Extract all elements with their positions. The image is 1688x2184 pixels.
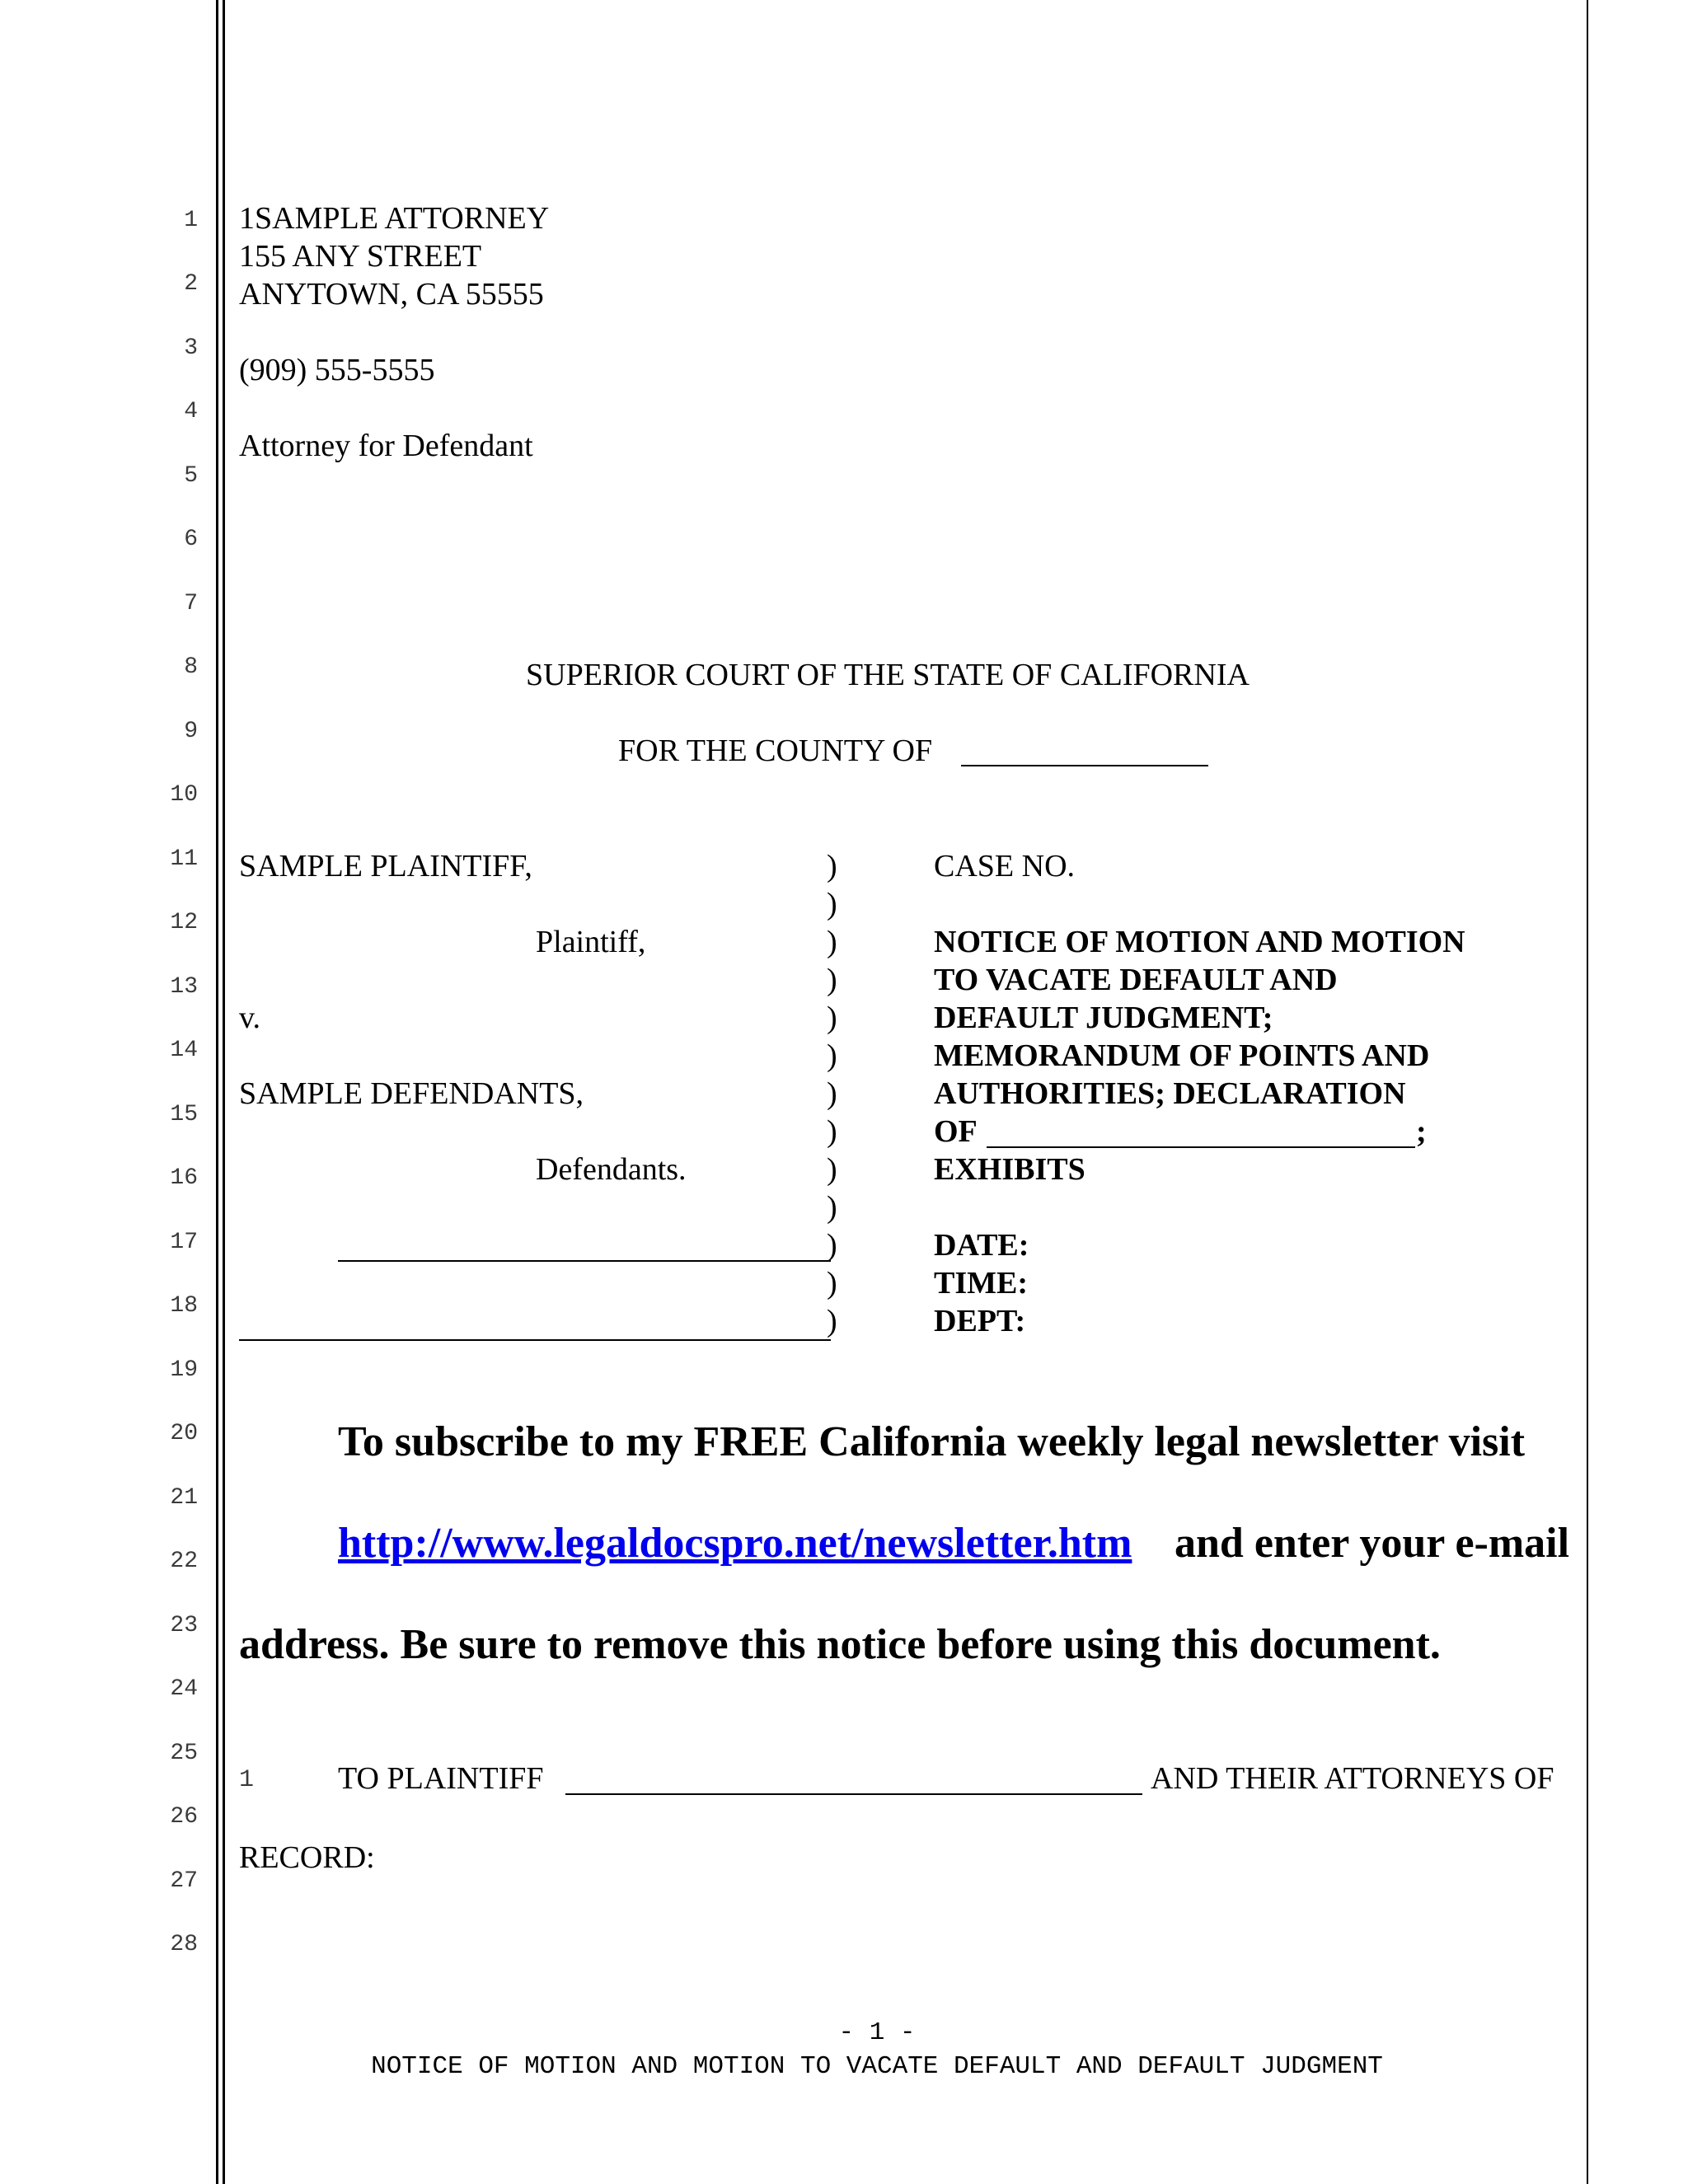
line-number: 21	[170, 1485, 198, 1511]
plaintiff-role: Plaintiff,	[536, 925, 646, 959]
notice-line-3: address. Be sure to remove this notice before using this document.	[239, 1621, 1441, 1668]
plaintiff-name-blank	[565, 1793, 1142, 1795]
line-number: 3	[184, 335, 198, 361]
line-number: 28	[170, 1932, 198, 1957]
page-number: - 1 -	[838, 2018, 916, 2047]
to-plaintiff: TO PLAINTIFF	[338, 1761, 544, 1796]
hearing-dept-label: DEPT:	[934, 1304, 1026, 1338]
attorney-city: ANYTOWN, CA 55555	[239, 277, 544, 312]
document-title-line: MEMORANDUM OF POINTS AND	[934, 1038, 1430, 1073]
record-label: RECORD:	[239, 1840, 375, 1875]
line-number: 11	[170, 846, 198, 872]
line-number: 8	[184, 654, 198, 680]
line-number: 7	[184, 591, 198, 616]
document-title-line: NOTICE OF MOTION AND MOTION	[934, 925, 1465, 959]
line-number: 27	[170, 1868, 198, 1894]
paragraph-number: 1	[239, 1766, 255, 1794]
paren: )	[827, 1190, 837, 1225]
line-number: 10	[170, 782, 198, 808]
case-number-label: CASE NO.	[934, 849, 1076, 883]
notice-line-1: To subscribe to my FREE California weekly legal newsletter visit	[338, 1418, 1526, 1465]
line-number: 5	[184, 463, 198, 489]
line-number: 26	[170, 1804, 198, 1830]
declarant-semicolon: ;	[1416, 1114, 1427, 1149]
line-number: 15	[170, 1102, 198, 1127]
paren: )	[827, 963, 837, 997]
document-title-line: DEFAULT JUDGMENT;	[934, 1001, 1273, 1035]
paren: )	[827, 1076, 837, 1111]
line-number: 6	[184, 527, 198, 552]
attorney-name: 1SAMPLE ATTORNEY	[239, 201, 550, 236]
hearing-time-label: TIME:	[934, 1266, 1028, 1301]
footer-title: NOTICE OF MOTION AND MOTION TO VACATE DEFAULT AND DEFAULT JUDGMENT	[371, 2052, 1383, 2081]
line-number: 18	[170, 1293, 198, 1319]
plaintiff-name: SAMPLE PLAINTIFF,	[239, 849, 532, 883]
line-number: 14	[170, 1038, 198, 1063]
county-blank	[961, 765, 1208, 766]
paren: )	[827, 1038, 837, 1073]
paren: )	[827, 1001, 837, 1035]
line-number: 9	[184, 719, 198, 744]
declarant-blank	[987, 1146, 1415, 1148]
defendant-name: SAMPLE DEFENDANTS,	[239, 1076, 584, 1111]
paren: )	[827, 1304, 837, 1338]
left-margin-rule-outer	[216, 0, 218, 2184]
caption-blank-1	[338, 1260, 831, 1262]
paren: )	[827, 849, 837, 883]
attorney-phone: (909) 555-5555	[239, 353, 435, 387]
caption-blank-2	[239, 1339, 831, 1341]
left-margin-rule-inner	[223, 0, 225, 2184]
paren: )	[827, 1152, 837, 1187]
document-title-line: TO VACATE DEFAULT AND	[934, 963, 1338, 997]
court-title: SUPERIOR COURT OF THE STATE OF CALIFORNIA	[526, 658, 1250, 692]
paren: )	[827, 1266, 837, 1301]
document-title-line: OF	[934, 1114, 978, 1149]
line-number: 20	[170, 1421, 198, 1446]
attorneys-of: AND THEIR ATTORNEYS OF	[1151, 1761, 1554, 1796]
paren: )	[827, 1228, 837, 1263]
line-number: 23	[170, 1613, 198, 1638]
county-label: FOR THE COUNTY OF	[618, 733, 933, 768]
line-number: 17	[170, 1230, 198, 1255]
paren: )	[827, 1114, 837, 1149]
line-number: 22	[170, 1549, 198, 1574]
line-number: 4	[184, 399, 198, 424]
document-title-line: EXHIBITS	[934, 1152, 1085, 1187]
hearing-date-label: DATE:	[934, 1228, 1029, 1263]
line-number: 16	[170, 1165, 198, 1191]
right-margin-rule	[1587, 0, 1588, 2184]
paren: )	[827, 887, 837, 921]
attorney-street: 155 ANY STREET	[239, 239, 482, 274]
versus: v.	[239, 1001, 261, 1035]
attorney-role: Attorney for Defendant	[239, 429, 533, 463]
line-number: 1	[184, 208, 198, 233]
line-number: 2	[184, 271, 198, 297]
line-number: 13	[170, 974, 198, 1000]
line-number: 24	[170, 1676, 198, 1702]
paren: )	[827, 925, 837, 959]
line-number: 12	[170, 910, 198, 935]
line-number: 25	[170, 1741, 198, 1766]
document-title-line: AUTHORITIES; DECLARATION	[934, 1076, 1406, 1111]
notice-line-2: and enter your e-mail	[1175, 1520, 1570, 1567]
newsletter-link[interactable]: http://www.legaldocspro.net/newsletter.htm	[338, 1520, 1132, 1567]
line-number: 19	[170, 1357, 198, 1383]
defendant-role: Defendants.	[536, 1152, 687, 1187]
